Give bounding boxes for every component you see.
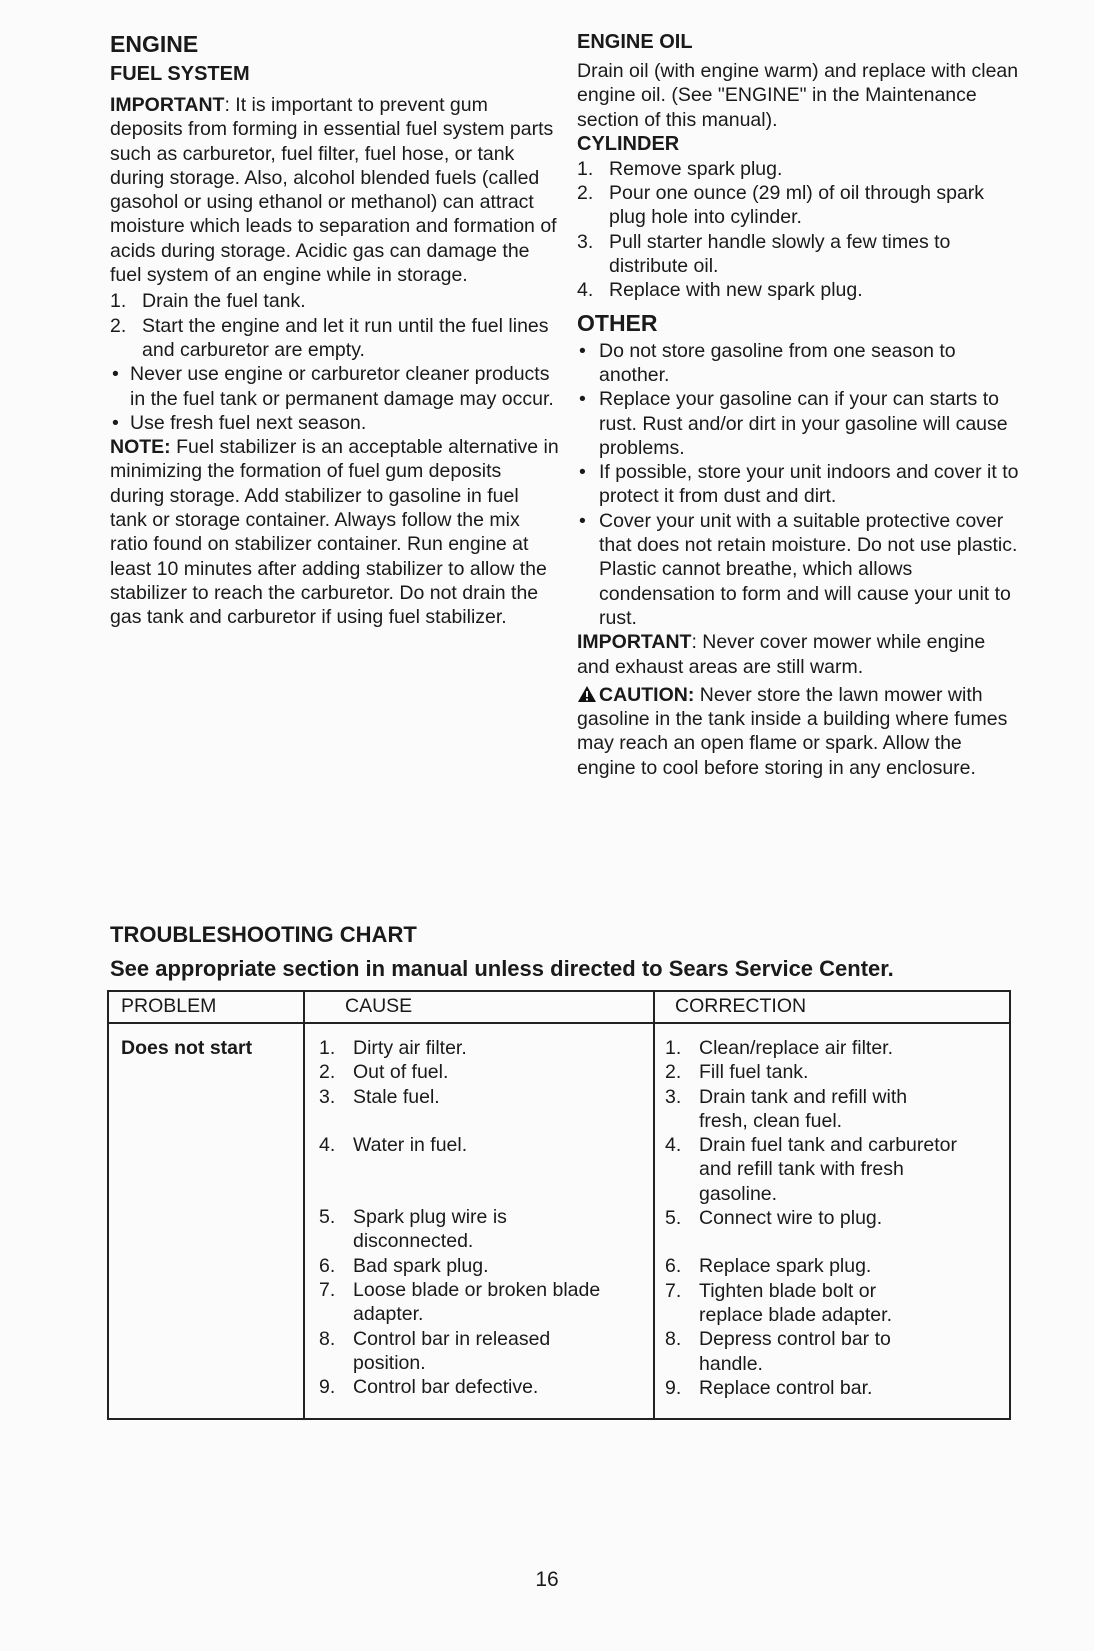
list-item: 3. Stale fuel. [319, 1085, 440, 1108]
troubleshooting-table [107, 990, 1011, 1420]
list-item: 6. Bad spark plug. [319, 1254, 489, 1277]
table-header-row [108, 991, 1010, 1023]
list-item: 6. Replace spark plug. [665, 1255, 872, 1278]
engine-heading: ENGINE [110, 31, 199, 57]
note-label: NOTE: [110, 436, 171, 459]
correction-column-header: CORRECTION [654, 991, 1010, 1023]
list-item: 1. Dirty air filter. [319, 1037, 467, 1059]
troubleshooting-title: TROUBLESHOOTING CHART [110, 922, 417, 947]
important-text: : It is important to prevent gum deposits from forming in essential fuel system parts such as carburetor, fuel filter, fuel hose, or tank during storage. Also, alcohol blended fuels (called gasohol or using ethanol or methanol) can attract moisture which leads to separation and formation of acids during storage. Acidic gas can damage the fuel system of an engine while in storage. [110, 94, 557, 287]
troubleshooting-subtitle: See appropriate section in manual unless directed to Sears Service Center. [110, 956, 894, 981]
fuel-important-paragraph [110, 93, 560, 287]
warning-triangle-icon [577, 685, 597, 703]
list-item: 2. Pour one ounce (29 ml) of oil through spark plug hole into cylinder. [577, 182, 985, 229]
problem-cell: Does not start [108, 1023, 304, 1419]
table-row [108, 1023, 1010, 1419]
list-item: 8. Depress control bar to handle. [665, 1328, 891, 1375]
important-label: IMPORTANT [110, 94, 225, 116]
list-item: 5. Connect wire to plug. [665, 1207, 883, 1230]
cause-cell [304, 1023, 654, 1419]
fuel-bullets-list [110, 362, 560, 435]
correction-cell [654, 1023, 1010, 1419]
caution-paragraph [577, 683, 1022, 780]
list-item: 1. Drain the fuel tank. [110, 290, 306, 313]
list-item: 9. Replace control bar. [665, 1376, 873, 1399]
page-number: 16 [535, 1568, 559, 1591]
cause-list [319, 1036, 643, 1400]
list-item: 1. Remove spark plug. [577, 157, 783, 180]
list-item: 2. Start the engine and let it run until the fuel lines and carburetor are empty. [110, 314, 549, 361]
list-item: 8. Control bar in released position. [319, 1327, 551, 1374]
list-item: • If possible, store your unit indoors and cover it to protect it from dust and dirt. [579, 461, 1019, 508]
engine-oil-text: Drain oil (with engine warm) and replace with clean engine oil. (See "ENGINE" in the Maintenance section of this manual). [577, 60, 1019, 131]
list-item: 3. Drain tank and refill with fresh, clean fuel. [665, 1085, 908, 1132]
list-item: 3. Pull starter handle slowly a few times to distribute oil. [577, 230, 951, 278]
cylinder-steps-list [577, 157, 1022, 303]
list-item: 2. Fill fuel tank. [665, 1061, 809, 1084]
other-bullets-list [577, 339, 1022, 631]
list-item: 2. Out of fuel. [319, 1061, 449, 1084]
caution-text: Never store the lawn mower with gasoline in the tank inside a building where fumes may reach an open flame or spark. Allow the engine to cool before storing in any enclosure. [577, 683, 1008, 779]
list-item: • Replace your gasoline can if your can starts to rust. Rust and/or dirt in your gasoline will cause problems. [579, 388, 1008, 459]
engine-oil-heading: ENGINE OIL [577, 31, 693, 53]
list-item: • Do not store gasoline from one season to another. [579, 339, 956, 386]
list-item: 5. Spark plug wire is disconnected. [319, 1206, 507, 1253]
list-item: • Never use engine or carburetor cleaner products in the fuel tank or permanent damage may occur. [112, 363, 554, 410]
correction-list [665, 1036, 999, 1400]
important-label: IMPORTANT [577, 631, 692, 654]
caution-label: CAUTION: [599, 683, 695, 706]
important-text: : Never cover mower while engine and exhaust areas are still warm. [577, 631, 986, 678]
list-item: 7. Loose blade or broken blade adapter. [319, 1279, 601, 1326]
note-text: Fuel stabilizer is an acceptable alternative in minimizing the formation of fuel gum deposits during storage. Add stabilizer to gasoline in fuel tank or storage container. Always follow the mix ratio found on stabilizer container. Run engine at least 10 minutes after adding stabilizer to allow the stabilizer to reach the carburetor. Do not drain the gas tank and carburetor if using fuel stabilizer. [110, 436, 559, 629]
list-item: 4. Water in fuel. [319, 1133, 468, 1156]
list-item: 4. Drain fuel tank and carburetor and refill tank with fresh gasoline. [665, 1134, 957, 1205]
list-item: 7. Tighten blade bolt or replace blade adapter. [665, 1279, 892, 1326]
note-paragraph [110, 435, 560, 629]
list-item: • Use fresh fuel next season. [112, 411, 367, 434]
fuel-system-heading: FUEL SYSTEM [110, 63, 250, 85]
cause-column-header: CAUSE [304, 991, 654, 1023]
fuel-steps-list [110, 289, 560, 362]
list-item: • Cover your unit with a suitable protective cover that does not retain moisture. Do not use plastic. Plastic cannot breathe, which allows condensation to form and will cause your unit to rust. [579, 509, 1018, 629]
other-heading: OTHER [577, 309, 658, 336]
list-item: 4. Replace with new spark plug. [577, 279, 863, 302]
left-column [110, 30, 560, 630]
cylinder-heading: CYLINDER [577, 132, 680, 155]
right-column [577, 30, 1022, 780]
list-item: 9. Control bar defective. [319, 1376, 539, 1399]
problem-column-header: PROBLEM [108, 991, 304, 1023]
list-item: 1. Clean/replace air filter. [665, 1037, 894, 1059]
important-warning-paragraph [577, 630, 1022, 679]
